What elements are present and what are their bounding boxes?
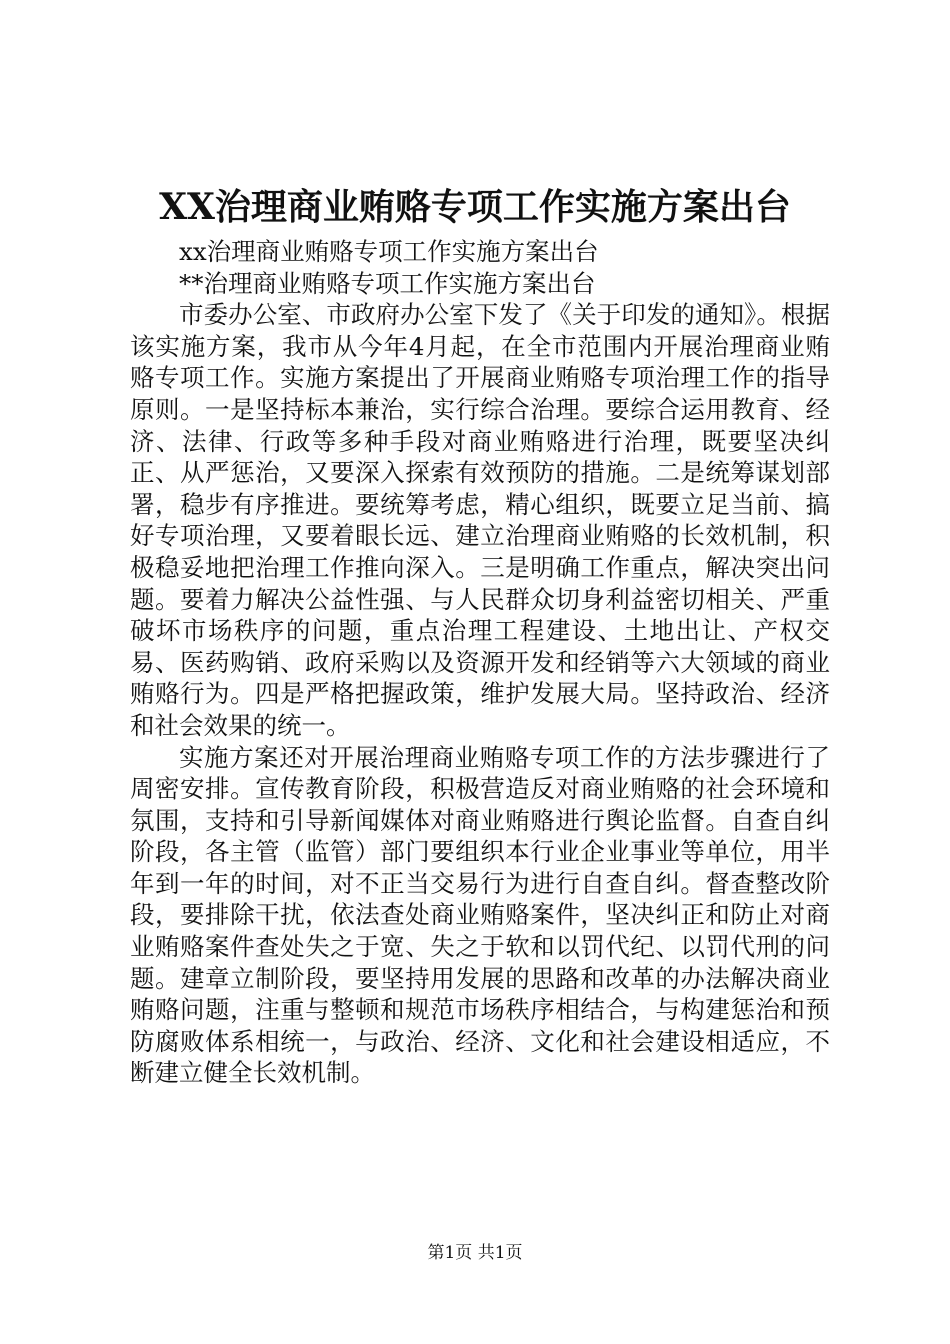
page-footer: 第1页 共1页 xyxy=(427,1243,523,1263)
subtitle-line-2: **治理商业贿赂专项工作实施方案出台 xyxy=(179,268,596,298)
body-paragraph-2: 实施方案还对开展治理商业贿赂专项工作的方法步骤进行了周密安排。宣传教育阶段，积极营造反对商业贿赂的社会环境和氛围，支持和引导新闻媒体对商业贿赂进行舆论监督。自查自纠阶段，各主管（监管）部门要组织本行业企业事业等单位，用半年到一年的时间，对不正当交易行为进行自查自纠。督查整改阶段，要排除干扰，依法查处商业贿赂案件，坚决纠正和防止对商业贿赂案件查处失之于宽、失之于软和以罚代纪、以罚代刑的问题。建章立制阶段，要坚持用发展的思路和改革的办法解决商业贿赂问题，注重与整顿和规范市场秩序相结合，与构建惩治和预防腐败体系相统一，与政治、经济、文化和社会建设相适应，不断建立健全长效机制。 xyxy=(130,742,830,1088)
body-paragraph-1: 市委办公室、市政府办公室下发了《关于印发的通知》。根据该实施方案，我市从今年4月起，在全市范围内开展治理商业贿赂专项工作。实施方案提出了开展商业贿赂专项治理工作的指导原则。一是坚持标本兼治，实行综合治理。要综合运用教育、经济、法律、行政等多种手段对商业贿赂进行治理，既要坚决纠正、从严惩治，又要深入探索有效预防的措施。二是统筹谋划部署，稳步有序推进。要统筹考虑，精心组织，既要立足当前、搞好专项治理，又要着眼长远、建立治理商业贿赂的长效机制，积极稳妥地把治理工作推向深入。三是明确工作重点，解决突出问题。要着力解决公益性强、与人民群众切身利益密切相关、严重破坏市场秩序的问题，重点治理工程建设、土地出让、产权交易、医药购销、政府采购以及资源开发和经销等六大领域的商业贿赂行为。四是严格把握政策，维护发展大局。坚持政治、经济和社会效果的统一。 xyxy=(130,300,830,740)
document-body xyxy=(130,236,830,1089)
document-title: XX治理商业贿赂专项工作实施方案出台 xyxy=(159,186,791,228)
subtitle-line-1: xx治理商业贿赂专项工作实施方案出台 xyxy=(179,237,599,266)
